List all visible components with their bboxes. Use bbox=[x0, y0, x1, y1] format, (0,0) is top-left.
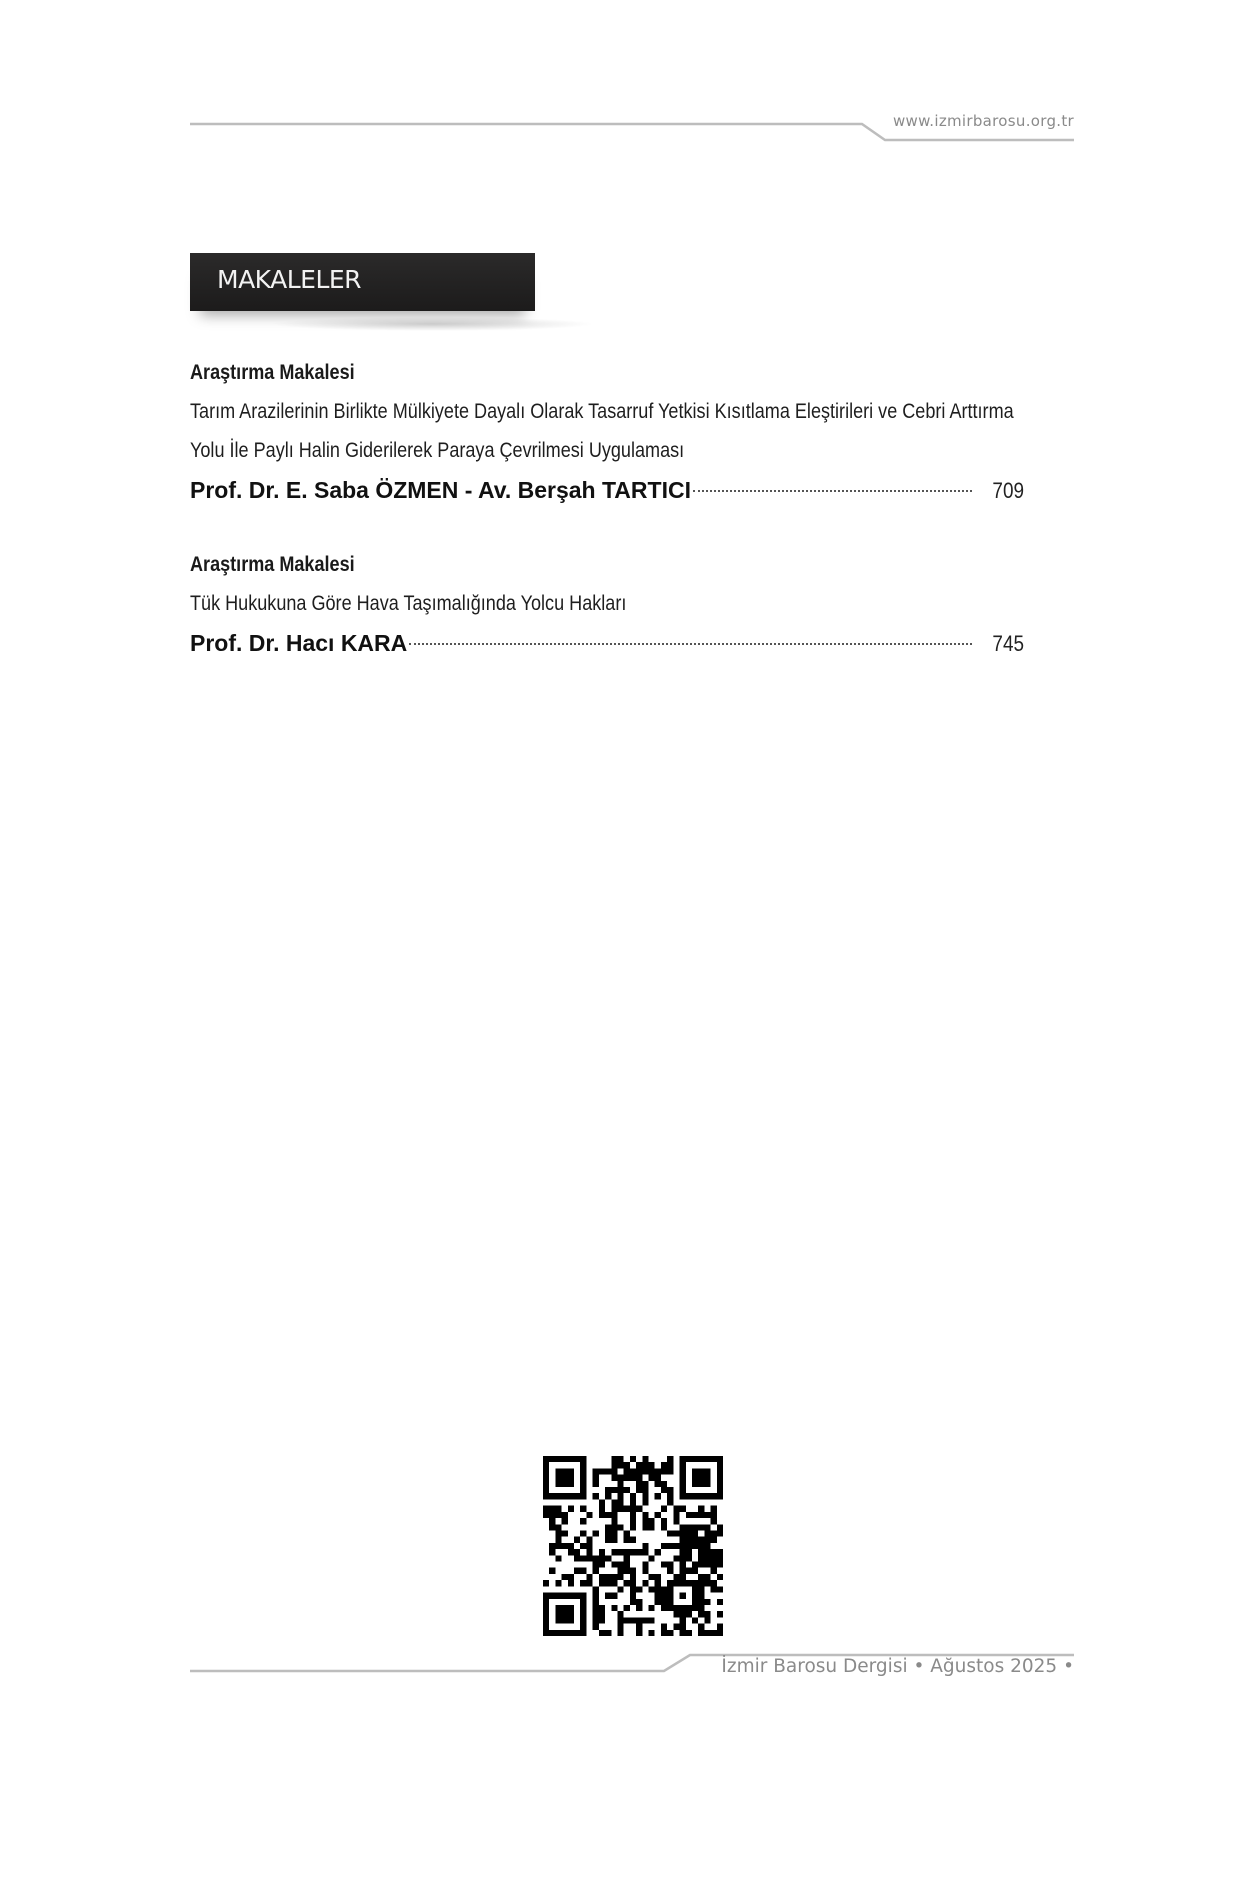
dot-leader bbox=[409, 643, 972, 645]
section-title: MAKALELER bbox=[217, 265, 362, 294]
dot-leader bbox=[693, 490, 972, 492]
entry-title: Tük Hukukuna Göre Hava Taşımalığında Yolcu Hakları bbox=[190, 592, 627, 615]
toc-entry[interactable] bbox=[190, 354, 1024, 510]
qr-code[interactable] bbox=[543, 1456, 723, 1636]
footer-text: İzmir Barosu Dergisi • Ağustos 2025 • bbox=[721, 1656, 1074, 1677]
table-of-contents bbox=[190, 354, 1024, 699]
entry-authors: Prof. Dr. E. Saba ÖZMEN - Av. Berşah TARTICI bbox=[190, 477, 691, 503]
entry-title: Tarım Arazilerinin Birlikte Mülkiyete Dayalı Olarak Tasarruf Yetkisi Kısıtlama Eleştirileri ve Cebri Arttırma Yolu İle Paylı Halin Giderilerek Paraya Çevrilmesi Uygulaması bbox=[190, 400, 1014, 462]
entry-author-row bbox=[190, 623, 1024, 663]
entry-type: Araştırma Makalesi bbox=[190, 553, 355, 576]
entry-authors: Prof. Dr. Hacı KARA bbox=[190, 630, 408, 656]
page-number: 745 bbox=[992, 631, 1024, 656]
section-banner bbox=[190, 253, 535, 311]
header-rule bbox=[0, 0, 1260, 160]
header-url: www.izmirbarosu.org.tr bbox=[892, 112, 1074, 130]
page-number: 709 bbox=[992, 478, 1024, 503]
entry-author-row bbox=[190, 470, 1024, 510]
entry-type: Araştırma Makalesi bbox=[190, 361, 355, 384]
toc-entry[interactable] bbox=[190, 546, 1024, 663]
